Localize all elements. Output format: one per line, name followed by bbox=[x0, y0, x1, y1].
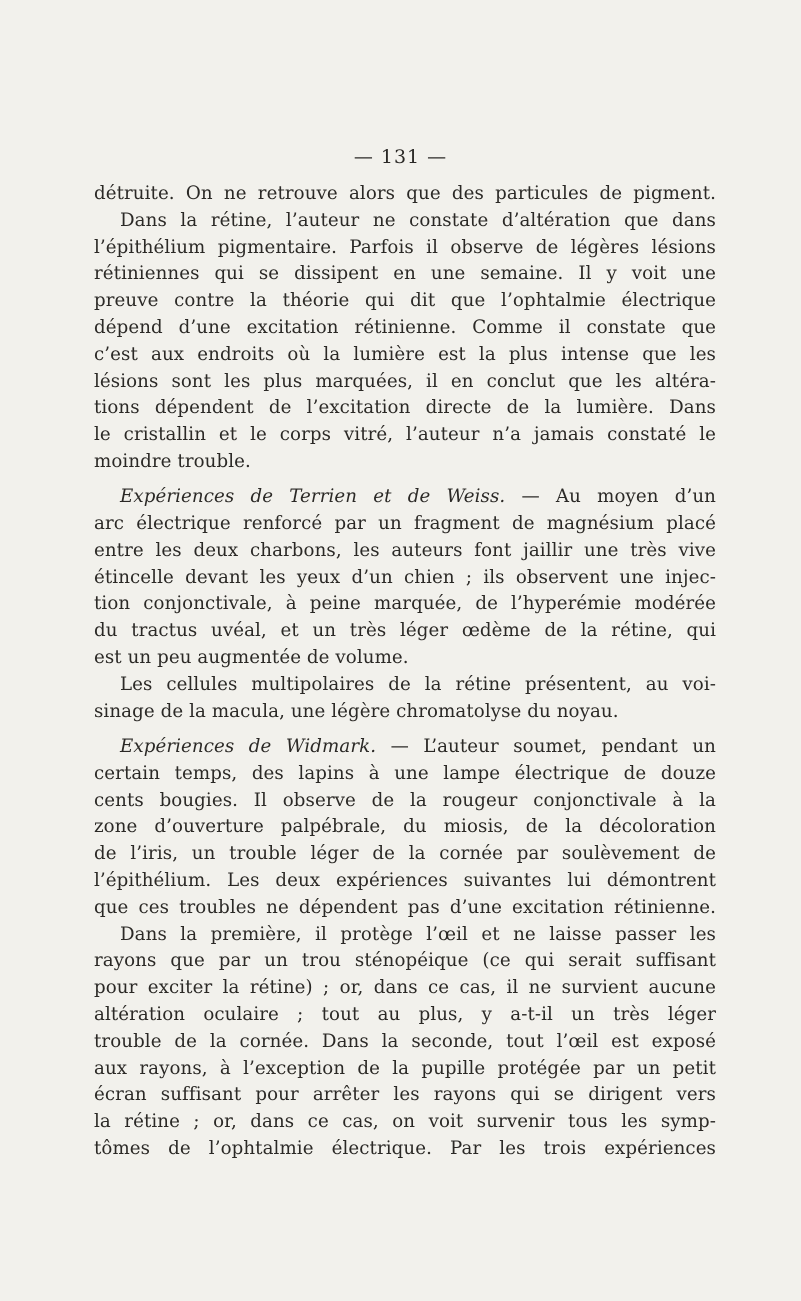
text-line: Dans la première, il protège l’œil et ne laisse passer les bbox=[120, 923, 716, 945]
text-line bbox=[94, 734, 716, 761]
text-line: l’épithélium pigmentaire. Parfois il observe de légères lésions bbox=[94, 236, 716, 258]
text-line: zone d’ouverture palpébrale, du miosis, de la décoloration bbox=[94, 816, 716, 838]
text-line: la rétine ; or, dans ce cas, on voit survenir tous les symp- bbox=[94, 1111, 716, 1133]
text-line: de l’iris, un trouble léger de la cornée par soulèvement de bbox=[94, 843, 716, 865]
page-number: — 131 — bbox=[353, 146, 448, 168]
text-line bbox=[94, 484, 716, 511]
text-line: certain temps, des lapins à une lampe électrique de douze bbox=[94, 762, 716, 784]
text-line: arc électrique renforcé par un fragment de magnésium placé bbox=[94, 513, 716, 535]
text-line: du tractus uvéal, et un très léger œdème de la rétine, qui bbox=[94, 620, 716, 642]
section-heading: Expériences de Widmark. bbox=[120, 735, 377, 757]
text-line: aux rayons, à l’exception de la pupille protégée par un petit bbox=[94, 1057, 716, 1079]
text-line: lésions sont les plus marquées, il en conclut que les altéra- bbox=[94, 370, 716, 392]
text-line: l’épithélium. Les deux expériences suivantes lui démontrent bbox=[94, 869, 716, 891]
text-line: rayons que par un trou sténopéique (ce qui serait suffisant bbox=[94, 950, 716, 972]
text-line: Dans la rétine, l’auteur ne constate d’altération que dans bbox=[120, 209, 716, 231]
text-line: moindre trouble. bbox=[94, 450, 251, 472]
text-line: écran suffisant pour arrêter les rayons qui se dirigent vers bbox=[94, 1084, 716, 1106]
text-line: est un peu augmentée de volume. bbox=[94, 647, 409, 669]
text-line: étincelle devant les yeux d’un chien ; ils observent une injec- bbox=[94, 566, 716, 588]
text-line: sinage de la macula, une légère chromatolyse du noyau. bbox=[94, 700, 619, 722]
text-line: rétiniennes qui se dissipent en une semaine. Il y voit une bbox=[94, 263, 716, 285]
text-line: Les cellules multipolaires de la rétine présentent, au voi- bbox=[120, 673, 716, 695]
text-fragment: — Au moyen d’un bbox=[505, 486, 716, 508]
text-line: que ces troubles ne dépendent pas d’une excitation rétinienne. bbox=[94, 896, 716, 918]
text-line: tion conjonctivale, à peine marquée, de l’hyperémie modérée bbox=[94, 593, 716, 615]
text-line: cents bougies. Il observe de la rougeur conjonctivale à la bbox=[94, 789, 716, 811]
text-line: tômes de l’ophtalmie électrique. Par les trois expériences bbox=[94, 1137, 716, 1159]
section-heading: Expériences de Terrien et de Weiss. bbox=[120, 486, 506, 508]
text-line: altération oculaire ; tout au plus, y a-t-il un très léger bbox=[94, 1003, 716, 1025]
text-line: pour exciter la rétine) ; or, dans ce cas, il ne survient aucune bbox=[94, 977, 716, 999]
text-line: preuve contre la théorie qui dit que l’ophtalmie électrique bbox=[94, 290, 716, 312]
text-line: c’est aux endroits où la lumière est la plus intense que les bbox=[94, 343, 716, 365]
body-text bbox=[94, 181, 716, 1163]
text-line: entre les deux charbons, les auteurs font jaillir une très vive bbox=[94, 539, 716, 561]
text-line: trouble de la cornée. Dans la seconde, tout l’œil est exposé bbox=[94, 1030, 716, 1052]
text-line: détruite. On ne retrouve alors que des particules de pigment. bbox=[94, 183, 716, 204]
text-line: le cristallin et le corps vitré, l’auteur n’a jamais constaté le bbox=[94, 424, 716, 446]
text-line: tions dépendent de l’excitation directe de la lumière. Dans bbox=[94, 397, 716, 419]
text-fragment: — L’auteur soumet, pendant un bbox=[376, 735, 716, 757]
text-line: dépend d’une excitation rétinienne. Comme il constate que bbox=[94, 316, 716, 338]
